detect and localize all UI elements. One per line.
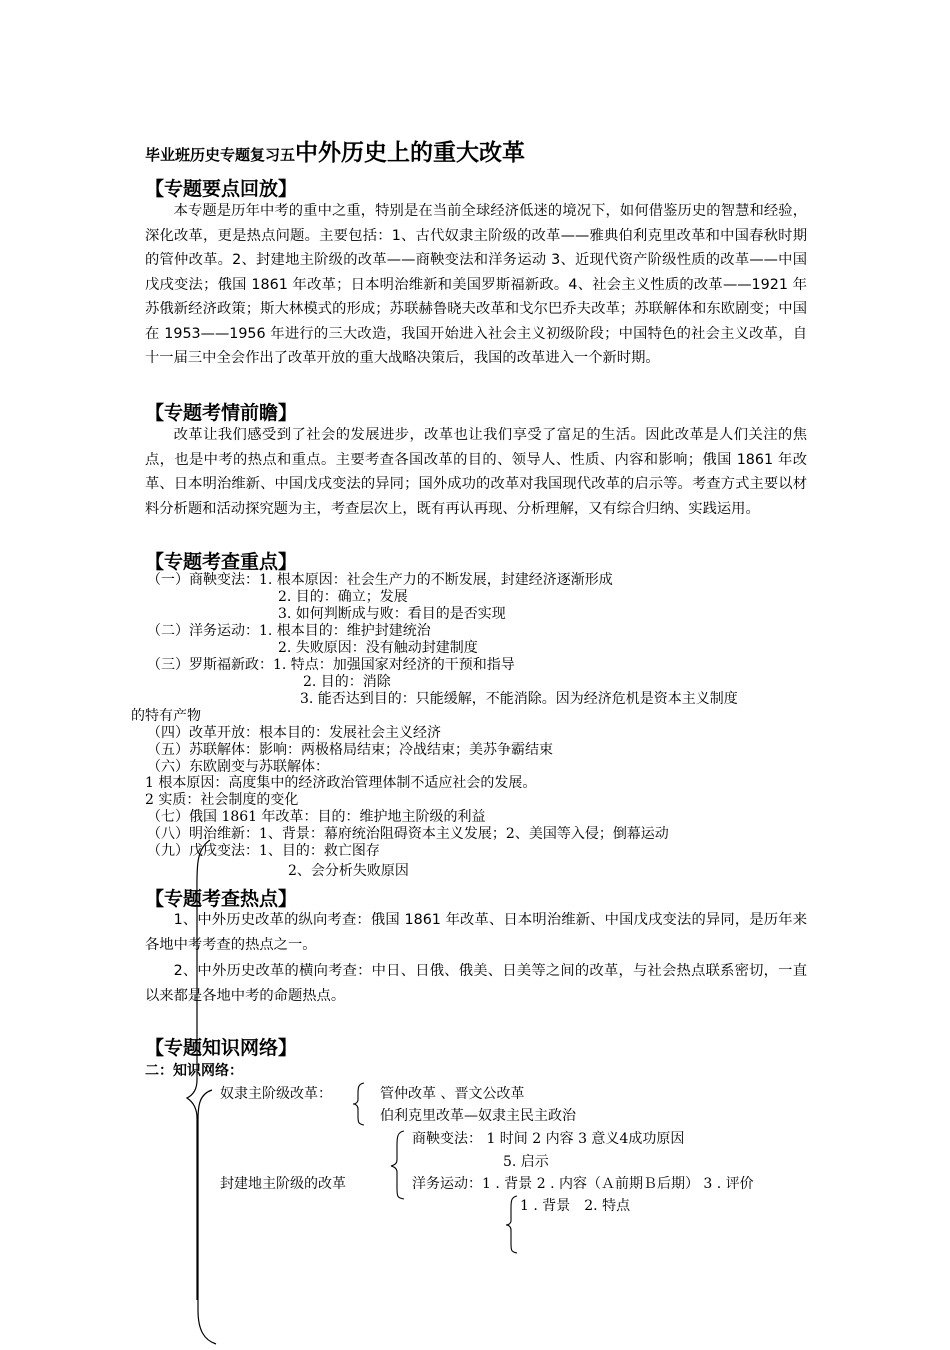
section-heading-outlook: 【专题考情前瞻】: [145, 402, 298, 424]
keypoint-line: 2、会分析失败原因: [288, 863, 409, 879]
keypoint-line: （二）洋务运动：1. 根本目的：维护封建统治: [147, 623, 431, 639]
keypoint-line: 2. 目的：消除: [303, 674, 391, 690]
yangwu-line: 洋务运动：1 . 背景 2 . 内容（Ａ前期Ｂ后期） 3 . 评价: [412, 1176, 754, 1192]
keypoint-line: 2. 失败原因：没有触动封建制度: [278, 640, 478, 656]
keypoint-line: 2. 目的：确立；发展: [278, 589, 408, 605]
keypoint-line: （四）改革开放：根本目的：发展社会主义经济: [147, 725, 441, 741]
sub-line: 1 . 背景 2. 特点: [520, 1198, 631, 1214]
keypoint-line: （九）戊戌变法：1、目的：救亡图存: [147, 843, 380, 859]
shang-yang-line: 商鞅变法： 1 时间 2 内容 3 意义4成功原因: [412, 1131, 685, 1147]
yangwu-brace: [505, 1195, 519, 1255]
keypoint-line: （三）罗斯福新政：1. 特点：加强国家对经济的干预和指导: [147, 657, 515, 673]
section-heading-keypoints: 【专题考查重点】: [145, 551, 298, 573]
slave-reform-item: 伯利克里改革—奴隶主民主政治: [380, 1108, 576, 1124]
keypoint-line: （一）商鞅变法：1. 根本原因：社会生产力的不断发展，封建经济逐渐形成: [147, 572, 613, 588]
hotspots-paragraph-1: [145, 908, 807, 957]
shang-yang-line-2: 5. 启示: [503, 1154, 549, 1170]
feudal-reform-label: 封建地主阶级的改革: [220, 1176, 346, 1192]
hotspots-body-2: 2、中外历史改革的横向考查：中日、日俄、俄美、日美等之间的改革，与社会热点联系密切，一直以来都是各地中考的命题热点。: [145, 963, 807, 1004]
section-heading-review: 【专题要点回放】: [145, 178, 298, 200]
outlook-paragraph: [145, 423, 807, 521]
outlook-body: 改革让我们感受到了社会的发展进步，改革也让我们享受了富足的生活。因此改革是人们关注的焦点，也是中考的热点和重点。主要考查各国改革的目的、领导人、性质、内容和影响；俄国 1861 年改革、日本明治维新、中国戊戌变法的异同；国外成功的改革对我国现代改革的启示等。考查方式主要以材料分析题和活动探究题为主，考查层次上，既有再认再现、分析理解，又有综合归纳、实践运用。: [145, 427, 807, 517]
network-subheading: 二：知识网络：: [145, 1063, 243, 1079]
keypoint-line: （五）苏联解体：影响：两极格局结束；冷战结束；美苏争霸结束: [147, 742, 553, 758]
keypoint-line: （六）东欧剧变与苏联解体：: [147, 759, 329, 775]
keypoint-line: 的特有产物: [131, 708, 201, 724]
keypoint-line: 1 根本原因：高度集中的经济政治管理体制不适应社会的发展。: [145, 775, 537, 791]
keypoint-line: （八）明治维新：1、背景：幕府统治阻碍资本主义发展；2、美国等入侵；倒幕运动: [147, 826, 669, 842]
section-heading-network: 【专题知识网络】: [145, 1037, 298, 1059]
title-main: 中外历史上的重大改革: [295, 140, 526, 166]
keypoint-line: 2 实质：社会制度的变化: [145, 792, 299, 808]
hotspots-body-1: 1、中外历史改革的纵向考查：俄国 1861 年改革、日本明治维新、中国戊戌变法的异同，是历年来各地中考考查的热点之一。: [145, 912, 807, 953]
main-brace-lower: [190, 1090, 230, 1350]
slave-reform-label: 奴隶主阶级改革：: [220, 1086, 332, 1102]
title-prefix: 毕业班历史专题复习五: [145, 146, 296, 164]
document-title: [145, 134, 525, 167]
section-heading-hotspots: 【专题考查热点】: [145, 888, 298, 910]
review-paragraph: [145, 199, 807, 371]
slave-reform-item: 管仲改革 、晋文公改革: [380, 1086, 525, 1102]
hotspots-paragraph-2: [145, 959, 807, 1008]
feudal-brace: [390, 1130, 406, 1200]
keypoint-line: 3. 能否达到目的：只能缓解，不能消除。因为经济危机是资本主义制度: [300, 691, 738, 707]
keypoint-line: （七）俄国 1861 年改革：目的：维护地主阶级的利益: [147, 809, 486, 825]
slave-brace: [352, 1082, 366, 1126]
review-body: 本专题是历年中考的重中之重，特别是在当前全球经济低迷的境况下，如何借鉴历史的智慧和经验，深化改革，更是热点问题。主要包括：1、古代奴隶主阶级的改革——雅典伯利克里改革和中国春秋时期的管仲改革。2、封建地主阶级的改革——商鞅变法和洋务运动 3、近现代资产阶级性质的改革——中国戊戌变法；俄国 1861 年改革；日本明治维新和美国罗斯福新政。4、社会主义性质的改革——1921 年苏俄新经济政策；斯大林模式的形成；苏联赫鲁晓夫改革和戈尔巴乔夫改革；苏联解体和东欧剧变；中国在 1953——1956 年进行的三大改造，我国开始进入社会主义初级阶段；中国特色的社会主义改革，自十一届三中全会作出了改革开放的重大战略决策后，我国的改革进入一个新时期。: [145, 203, 807, 366]
keypoint-line: 3. 如何判断成与败：看目的是否实现: [278, 606, 506, 622]
